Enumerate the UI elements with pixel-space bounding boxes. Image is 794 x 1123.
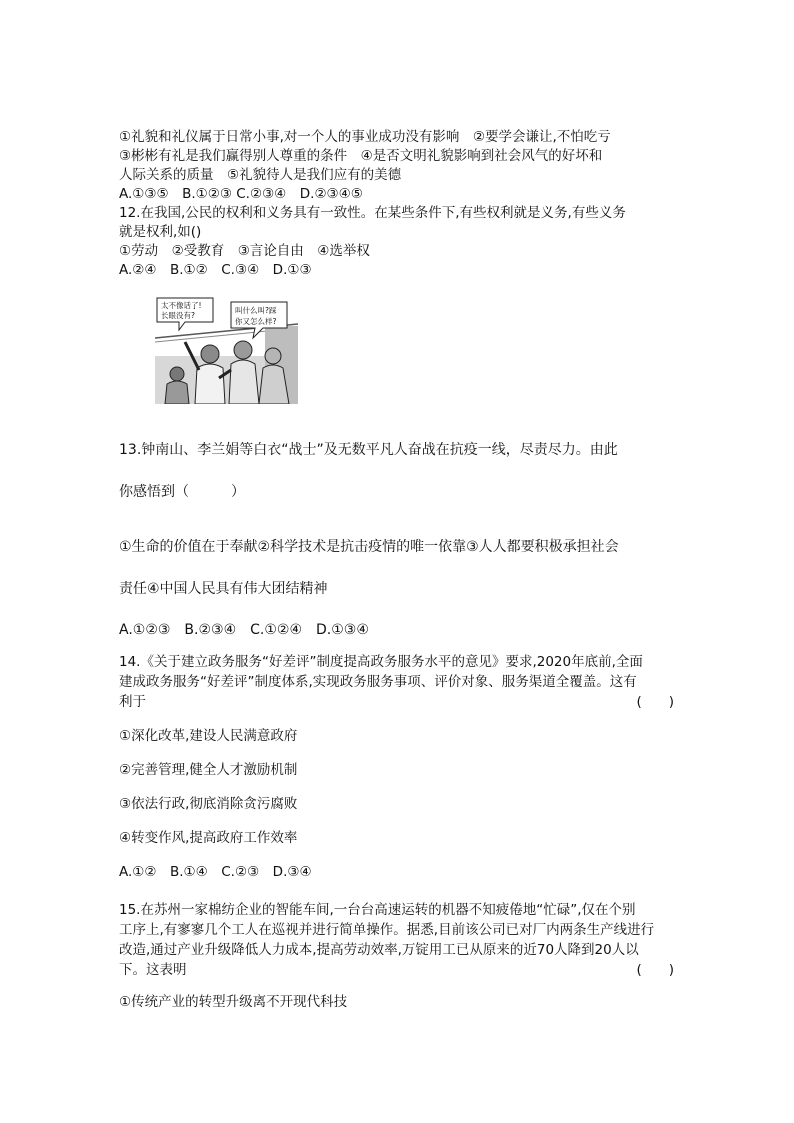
q14-stem-line1: 14.《关于建立政务服务“好差评”制度提高政务服务水平的意见》要求,2020年底前,全面 (119, 654, 643, 670)
q14-choice-2: ②完善管理,健全人才激励机制 (119, 762, 298, 778)
cartoon-image (155, 296, 298, 404)
q11-choice-line3: 人际关系的质量 ⑤礼貌待人是我们应有的美德 (119, 167, 402, 183)
bubble-left-line2: 长眼没有? (161, 311, 195, 320)
q15-stem-tail: 下。这表明 (119, 962, 187, 978)
q14-choice-4: ④转变作风,提高政府工作效率 (119, 830, 298, 846)
q13-choices-line1: ①生命的价值在于奉献②科学技术是抗击疫情的唯一依靠③人人都要积极承担社会 (119, 539, 619, 555)
q11-choice-line2: ③彬彬有礼是我们赢得别人尊重的条件 ④是否文明礼貌影响到社会风气的好坏和 (119, 148, 603, 164)
q14-choice-3: ③依法行政,彻底消除贪污腐败 (119, 796, 298, 812)
bubble-left-line1: 太不像话了! (161, 301, 202, 310)
q12-stem-line2: 就是权利,如() (119, 224, 202, 240)
q12-stem-line1: 12.在我国,公民的权利和义务具有一致性。在某些条件下,有些权利就是义务,有些义务 (119, 205, 626, 221)
q13-stem-line1: 13.钟南山、李兰娟等白衣“战士”及无数平凡人奋战在抗疫一线，尽责尽力。由此 (119, 442, 618, 458)
q15-choice-1: ①传统产业的转型升级离不开现代科技 (119, 994, 348, 1010)
q11-choice-line1: ①礼貌和礼仪属于日常小事,对一个人的事业成功没有影响 ②要学会谦让,不怕吃亏 (119, 129, 611, 145)
q14-stem-line3 (119, 693, 674, 711)
q14-stem-tail: 利于 (119, 694, 146, 710)
q14-answer-paren: ( ) (636, 694, 674, 710)
q12-options: A.②④ B.①② C.③④ D.①③ (119, 262, 312, 278)
q12-choices: ①劳动 ②受教育 ③言论自由 ④选举权 (119, 243, 370, 259)
bubble-right-line2: 你又怎么样? (235, 317, 277, 326)
q15-stem-line3: 改造,通过产业升级降低人力成本,提高劳动效率,万锭用工已从原来的近70人降到20人以 (119, 942, 639, 958)
q15-stem-line4 (119, 961, 674, 979)
q13-choices-line2: 责任④中国人民具有伟大团结精神 (119, 581, 328, 597)
q14-options: A.①② B.①④ C.②③ D.③④ (119, 864, 312, 880)
q15-stem-line1: 15.在苏州一家棉纺企业的智能车间,一台台高速运转的机器不知疲倦地“忙碌”,仅在个别 (119, 902, 636, 918)
q15-answer-paren: ( ) (636, 962, 674, 978)
q11-options: A.①③⑤ B.①②③ C.②③④ D.②③④⑤ (119, 186, 363, 202)
q15-stem-line2: 工序上,有寥寥几个工人在巡视并进行简单操作。据悉,目前该公司已对厂内两条生产线进行 (119, 922, 655, 938)
bubble-right-line1: 叫什么叫?踩 (235, 306, 277, 315)
q14-choice-1: ①深化改革,建设人民满意政府 (119, 728, 298, 744)
q13-options: A.①②③ B.②③④ C.①②④ D.①③④ (119, 622, 369, 638)
q13-stem-line2: 你感悟到（ ） (119, 484, 245, 500)
q14-stem-line2: 建成政务服务“好差评”制度体系,实现政务服务事项、评价对象、服务渠道全覆盖。这有 (119, 674, 637, 690)
